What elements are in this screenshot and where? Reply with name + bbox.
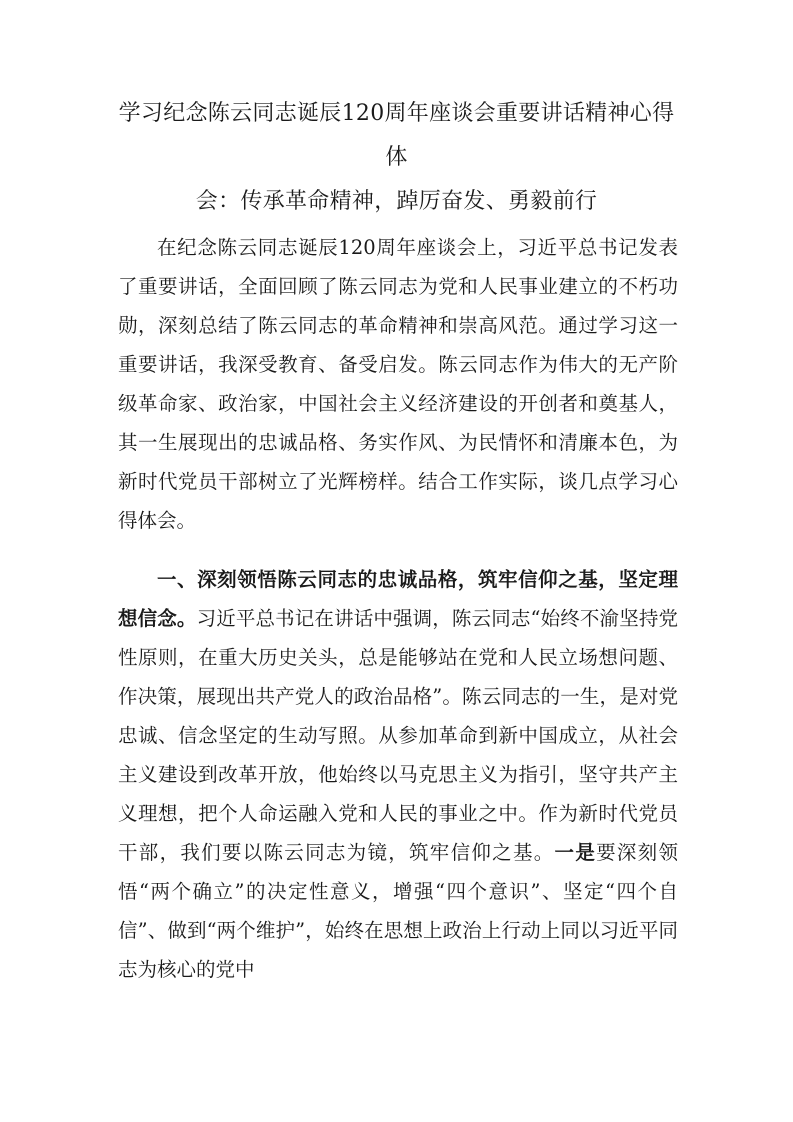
section-1-point-label: 一是 (554, 841, 597, 864)
section-1-text-a: 习近平总书记在讲话中强调，陈云同志“始终不渝坚持党性原则，在重大历史关头，总是能够站在党和人民立场想问题、作决策，展现出共产党人的政治品格”。陈云同志的一生，是对党忠诚、信念坚定的生动写照。从参加革命到新中国成立，从社会主义建设到改革开放，他始终以马克思主义为指引，坚守共产主义理想，把个人命运融入党和人民的事业之中。作为新时代党员干部，我们要以陈云同志为镜，筑牢信仰之基。 (118, 607, 678, 864)
document-title (112, 92, 681, 224)
title-line-1: 学习纪念陈云同志诞辰120周年座谈会重要讲话精神心得体 (118, 101, 675, 170)
paragraph-section-1 (118, 560, 678, 989)
paragraph-intro: 在纪念陈云同志诞辰120周年座谈会上，习近平总书记发表了重要讲话，全面回顾了陈云同志为党和人民事业建立的不朽功勋，深刻总结了陈云同志的革命精神和崇高风范。通过学习这一重要讲话，我深受教育、备受启发。陈云同志作为伟大的无产阶级革命家、政治家，中国社会主义经济建设的开创者和奠基人，其一生展现出的忠诚品格、务实作风、为民情怀和清廉本色，为新时代党员干部树立了光辉榜样。结合工作实际，谈几点学习心得体会。 (118, 236, 678, 532)
section-1-text-b: 要深刻领悟“两个确立”的决定性意义，增强“四个意识”、坚定“四个自信”、做到“两个维护”，始终在思想上政治上行动上同以习近平同志为核心的党中 (118, 841, 678, 981)
section-1-heading: 一、深刻领悟陈云同志的忠诚品格，筑牢信仰之基，坚定理想信念。 (118, 568, 678, 630)
title-line-2: 会：传承革命精神，踔厉奋发、勇毅前行 (195, 189, 598, 214)
